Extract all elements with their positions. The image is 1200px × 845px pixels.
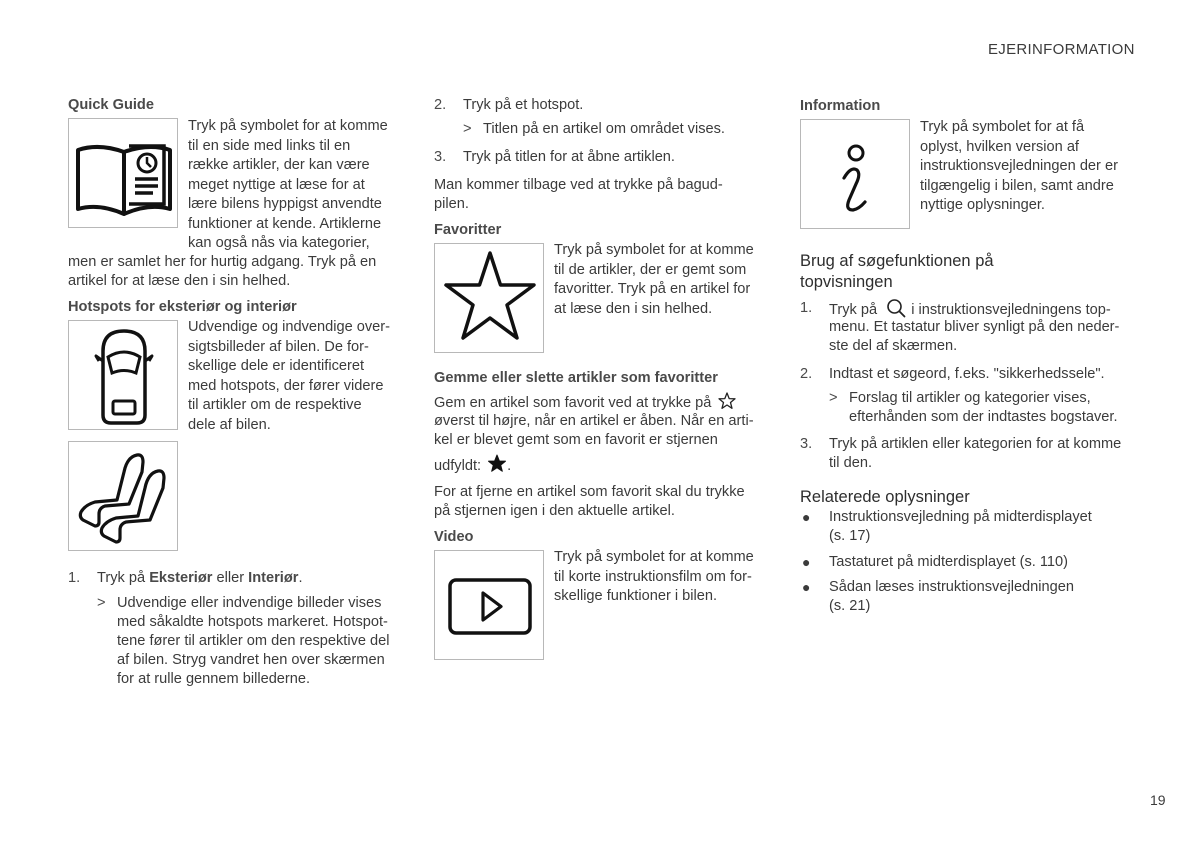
quick-guide-text-4: meget nyttige at læse for at [188, 176, 365, 193]
information-heading: Information [800, 98, 881, 114]
search-step-1-pre: Tryk på [829, 302, 878, 318]
quick-guide-text-6: funktioner at kende. Artiklerne [188, 215, 382, 232]
step-1-text [97, 569, 303, 589]
favorites-text-2: til de artikler, der er gemt som [554, 261, 747, 278]
related-link-3-line-2[interactable]: (s. 21) [829, 598, 871, 614]
video-text-2: til korte instruktionsfilm om for- [554, 568, 752, 585]
information-icon-box [800, 119, 910, 229]
search-step-3-text-2: til den. [829, 455, 872, 471]
save-favorites-text-2: øverst til højre, når en artikel er åben. Når en arti- [434, 413, 754, 429]
video-heading: Video [434, 529, 474, 545]
quick-guide-text-5: lære bilens hyppigst anvendte [188, 196, 382, 212]
step-1-result-2: med såkaldte hotspots markeret. Hotspot- [117, 614, 388, 630]
quick-guide-text-2: til en side med links til en [188, 137, 351, 154]
hotspots-text-2: sigtsbilleder af bilen. De for- [188, 338, 369, 355]
search-step-1-text-2: menu. Et tastatur bliver synligt på den neder- [829, 319, 1120, 335]
star-filled-icon [487, 454, 507, 473]
section-header: EJERINFORMATION [988, 41, 1135, 58]
hotspots-text-3: skellige dele er identificeret [188, 358, 365, 374]
hotspots-text-6: dele af bilen. [188, 416, 271, 433]
information-text-2: oplyst, hvilken version af [920, 138, 1079, 155]
information-text-4: tilgængelig i bilen, samt andre [920, 177, 1114, 194]
save-favorites-text-4b: . [507, 458, 512, 474]
book-clock-icon [69, 119, 179, 229]
favorites-icon-box [434, 243, 544, 353]
information-text-3: instruktionsvejledningen der er [920, 158, 1118, 174]
exterior-link: Eksteriør [149, 570, 213, 586]
search-step-1-post: i instruktionsvejledningens top- [911, 302, 1111, 318]
step-1-post: . [298, 570, 303, 586]
save-favorites-text-4 [434, 454, 511, 477]
hotspots-text-1: Udvendige og indvendige over- [188, 319, 391, 335]
related-link-2[interactable]: Tastaturet på midterdisplayet (s. 110) [829, 554, 1069, 570]
step-1-result-5: for at rulle gennem billederne. [117, 671, 311, 687]
remove-favorite-text-1: For at fjerne en artikel som favorit skal du trykke [434, 484, 745, 500]
interior-link: Interiør [248, 570, 299, 586]
search-step-3-text-1: Tryk på artiklen eller kategorien for at komme [829, 436, 1122, 452]
search-step-1-text-3: ste del af skærmen. [829, 338, 958, 354]
info-icon [801, 120, 911, 230]
back-text-2: pilen. [434, 196, 469, 212]
step-2-text: Tryk på et hotspot. [463, 97, 584, 113]
save-favorites-text-3: kel er blevet gemt som en favorit er stjernen [434, 432, 718, 448]
step-2-number: 2. [434, 97, 447, 113]
car-topview-icon [69, 321, 179, 431]
step-1-result-marker: > [97, 595, 106, 611]
search-step-2-number: 2. [800, 366, 813, 382]
related-link-3-line-1[interactable]: Sådan læses instruktionsvejledningen [829, 579, 1075, 595]
search-step-2-result-1: Forslag til artikler og kategorier vises, [849, 390, 1091, 406]
step-1-mid: eller [216, 570, 245, 586]
search-step-3-number: 3. [800, 436, 813, 452]
search-step-2-text: Indtast et søgeord, f.eks. "sikkerhedssele". [829, 366, 1105, 382]
quick-guide-heading: Quick Guide [68, 97, 154, 113]
remove-favorite-text-2: på stjernen igen i den aktuelle artikel. [434, 503, 675, 519]
save-favorites-text-4a: udfyldt: [434, 458, 482, 474]
bullet-icon: ● [802, 554, 811, 570]
quick-guide-text-1: Tryk på symbolet for at komme [188, 118, 388, 134]
page-number: 19 [1150, 792, 1166, 808]
seats-interior-icon-box [68, 441, 178, 551]
step-2-result-marker: > [463, 121, 472, 137]
quick-guide-text-3: række artikler, der kan være [188, 157, 370, 173]
favorites-text-1: Tryk på symbolet for at komme [554, 242, 754, 258]
search-heading-1: Brug af søgefunktionen på [800, 252, 994, 270]
step-1-number: 1. [68, 570, 81, 586]
hotspots-text-4: med hotspots, der fører videre [188, 377, 384, 394]
bullet-icon: ● [802, 509, 811, 525]
star-outline-icon [435, 244, 545, 354]
car-seats-icon [69, 442, 179, 552]
save-favorites-text-1a: Gem en artikel som favorit ved at trykke på [434, 395, 712, 411]
back-text-1: Man kommer tilbage ved at trykke på bagud- [434, 177, 723, 193]
step-1-result-1: Udvendige eller indvendige billeder vises [117, 595, 382, 611]
favorites-heading: Favoritter [434, 222, 502, 238]
related-link-1-line-2[interactable]: (s. 17) [829, 528, 871, 544]
save-favorites-heading: Gemme eller slette artikler som favoritter [434, 370, 718, 386]
step-2-result-text: Titlen på en artikel om området vises. [483, 121, 725, 137]
video-text-1: Tryk på symbolet for at komme [554, 549, 754, 565]
search-step-2-result-2: efterhånden som der indtastes bogstaver. [849, 409, 1118, 425]
car-exterior-icon-box [68, 320, 178, 430]
information-text-1: Tryk på symbolet for at få [920, 119, 1085, 135]
play-button-icon [435, 551, 545, 661]
step-1-result-4: af bilen. Stryg vandret hen over skærmen [117, 652, 385, 668]
related-heading: Relaterede oplysninger [800, 488, 970, 506]
quick-guide-text-7: kan også nås via kategorier, [188, 235, 370, 251]
video-icon-box [434, 550, 544, 660]
quick-guide-text-8: men er samlet her for hurtig adgang. Tryk på en [68, 254, 377, 270]
star-outline-icon [718, 392, 736, 410]
related-link-1-line-1[interactable]: Instruktionsvejledning på midterdisplayet [829, 509, 1092, 525]
step-3-number: 3. [434, 149, 447, 165]
search-step-1-number: 1. [800, 300, 813, 316]
favorites-text-4: at læse den i sin helhed. [554, 300, 713, 317]
favorites-text-3: favoritter. Tryk på en artikel for [554, 281, 751, 297]
step-1-result-3: tene fører til artikler om den respektive del [117, 633, 390, 649]
quick-guide-icon-box [68, 118, 178, 228]
step-3-text: Tryk på titlen for at åbne artiklen. [463, 149, 675, 165]
search-heading-2: topvisningen [800, 273, 893, 291]
step-1-pre: Tryk på [97, 570, 146, 586]
information-text-5: nyttige oplysninger. [920, 197, 1045, 213]
quick-guide-text-9: artikel for at læse den i sin helhed. [68, 273, 291, 289]
search-step-2-result-marker: > [829, 390, 838, 406]
hotspots-heading: Hotspots for eksteriør og interiør [68, 299, 297, 315]
bullet-icon: ● [802, 579, 811, 595]
video-text-3: skellige funktioner i bilen. [554, 588, 718, 604]
hotspots-text-5: til artikler om de respektive [188, 397, 362, 413]
save-favorites-text-1 [434, 392, 736, 414]
search-icon [886, 298, 906, 318]
